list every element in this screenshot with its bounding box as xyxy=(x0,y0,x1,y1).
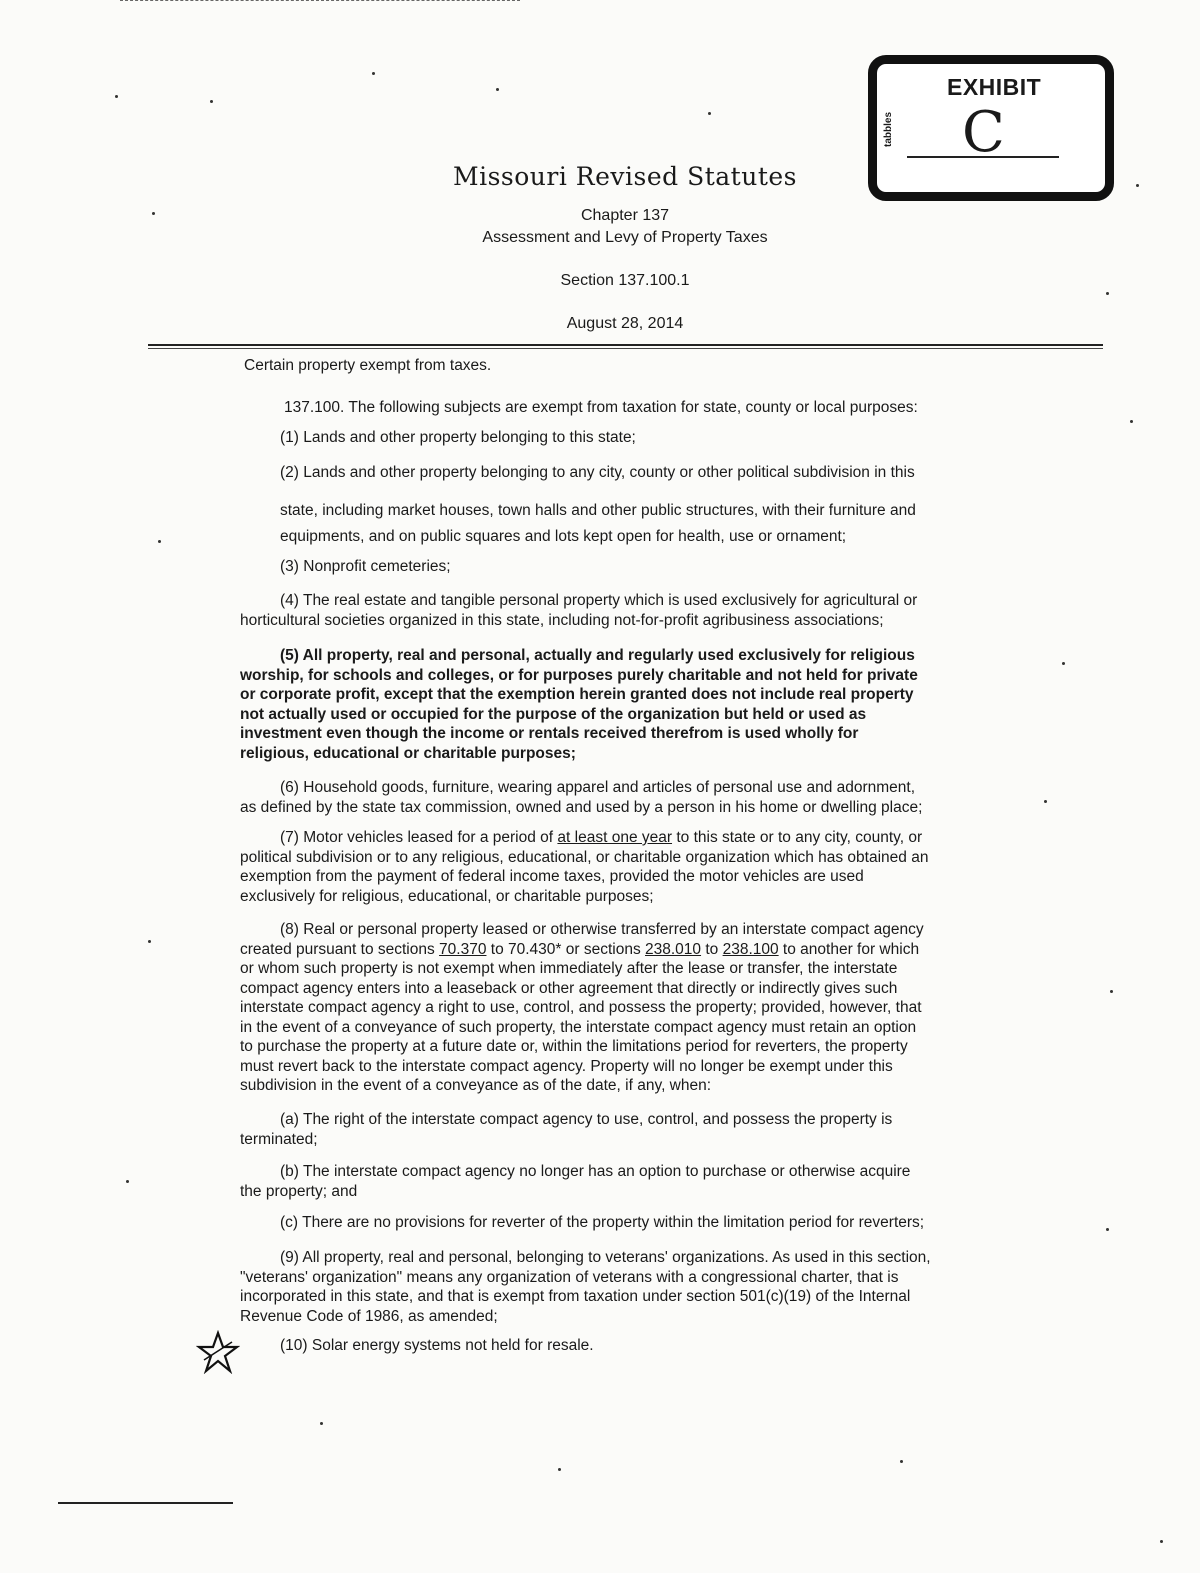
text-line: (2) Lands and other property belonging to any city, county or other political subdivision in this xyxy=(280,464,915,481)
scan-speck xyxy=(1160,1540,1163,1543)
text-line: exclusively for religious, educational, or charitable purposes; xyxy=(240,887,654,905)
text-line: (8) Real or personal property leased or otherwise transferred by an interstate compact agency xyxy=(280,921,924,938)
scan-speck xyxy=(115,95,118,98)
subdivision-6 xyxy=(240,778,985,817)
scan-speck xyxy=(496,88,499,91)
exhibit-title: EXHIBIT xyxy=(947,74,1042,100)
subdivision-7 xyxy=(240,828,985,906)
section-label: Section 137.100.1 xyxy=(560,272,690,289)
subdivision-3: (3) Nonprofit cemeteries; xyxy=(280,558,451,575)
chapter-subtitle: Assessment and Levy of Property Taxes xyxy=(482,229,768,246)
text-line: or whom such property is not exempt when immediately after the lease or transfer, the interstate xyxy=(240,960,898,977)
text-line: compact agency enters into a leaseback or other agreement that directly or indirectly gives such xyxy=(240,979,898,997)
text-line: investment even though the income or rentals received therefrom is used wholly for xyxy=(240,725,859,742)
scan-speck xyxy=(1136,184,1139,187)
text-line: (b) The interstate compact agency no longer has an option to purchase or otherwise acquire xyxy=(280,1163,911,1180)
exhibit-signature-line xyxy=(907,156,1059,158)
handdrawn-star-mark xyxy=(196,1330,240,1374)
subdivision-1: (1) Lands and other property belonging to this state; xyxy=(280,429,636,446)
effective-date: August 28, 2014 xyxy=(566,315,684,332)
text-line xyxy=(240,828,985,848)
scan-speck xyxy=(708,112,711,115)
text-line: must revert back to the interstate compact agency. Property will no longer be exempt under this xyxy=(240,1057,893,1075)
subdivision-8 xyxy=(240,920,985,1096)
scan-speck xyxy=(1106,1228,1109,1231)
subdivision-5 xyxy=(240,646,985,763)
scan-speck xyxy=(558,1468,561,1471)
text-segment: to this state or to any city, county, or xyxy=(672,829,923,846)
section-link[interactable]: 238.010 xyxy=(645,940,702,958)
text-line: horticultural societies organized in this state, including not-for-profit agribusiness associations; xyxy=(240,611,884,629)
text-line: subdivision in the event of a conveyance as of the date, if any, when: xyxy=(240,1077,712,1094)
text-line: as defined by the state tax commission, owned and used by a person in his home or dwelling place; xyxy=(240,798,923,816)
section-link[interactable]: 70.370 xyxy=(439,940,487,958)
scan-speck xyxy=(148,940,151,943)
scan-speck xyxy=(1130,420,1133,423)
scan-speck xyxy=(158,540,161,543)
scan-speck xyxy=(372,72,375,75)
text-line: (c) There are no provisions for reverter of the property within the limitation period for reverters; xyxy=(280,1214,925,1231)
text-segment: created pursuant to sections xyxy=(240,940,440,958)
header-rule xyxy=(148,344,1103,346)
text-line: interstate compact agency a right to use, control, and possess the property; provided, however, that xyxy=(240,999,922,1016)
section-link[interactable]: 238.100 xyxy=(722,940,779,958)
text-line: (5) All property, real and personal, actually and regularly used exclusively for religious xyxy=(280,647,915,664)
section-caption: Certain property exempt from taxes. xyxy=(244,357,492,374)
scan-speck xyxy=(1044,800,1047,803)
scan-speck xyxy=(1110,990,1113,993)
scan-artifact-line xyxy=(120,0,520,3)
text-line: or corporate profit, except that the exemption herein granted does not include real property xyxy=(240,686,914,703)
text-line: state, including market houses, town halls and other public structures, with their furniture and xyxy=(280,501,916,519)
text-line: terminated; xyxy=(240,1130,318,1148)
chapter-label: Chapter 137 xyxy=(580,207,670,224)
text-line: Revenue Code of 1986, as amended; xyxy=(240,1307,498,1325)
text-line: (4) The real estate and tangible personal property which is used exclusively for agricultural or xyxy=(280,592,918,609)
paragraph-a xyxy=(240,1110,985,1149)
exhibit-brand: tabbles xyxy=(883,111,895,148)
scan-speck xyxy=(1106,292,1109,295)
scan-speck xyxy=(152,212,155,215)
text-line xyxy=(240,940,985,960)
text-line: (a) The right of the interstate compact agency to use, control, and possess the property is xyxy=(280,1111,893,1128)
text-line: equipments, and on public squares and lots kept open for health, use or ornament; xyxy=(280,527,847,545)
paragraph-c xyxy=(240,1213,985,1233)
text-line: (9) All property, real and personal, belonging to veterans' organizations. As used in this section, xyxy=(280,1249,931,1266)
text-line: religious, educational or charitable purposes; xyxy=(240,744,576,762)
subdivision-10 xyxy=(240,1336,985,1356)
text-line: to purchase the property at a future date or, within the limitations period for reverters, the property xyxy=(240,1038,908,1055)
paragraph-b xyxy=(240,1162,985,1201)
text-line: not actually used or occupied for the purpose of the organization but held or used as xyxy=(240,705,867,723)
underlined-term: at least one year xyxy=(557,829,673,846)
text-line: "veterans' organization" means any organization of veterans with a congressional charter, that is xyxy=(240,1268,899,1286)
text-segment: (7) Motor vehicles leased for a period of xyxy=(280,829,558,846)
subdivision-2 xyxy=(280,463,916,546)
scan-speck xyxy=(126,1180,129,1183)
text-line: in the event of a conveyance of such property, the interstate compact agency must retain an option xyxy=(240,1018,917,1036)
text-line: political subdivision or to any religious, educational, or charitable organization which has obtained an xyxy=(240,848,929,866)
scan-speck xyxy=(900,1460,903,1463)
text-line: (10) Solar energy systems not held for resale. xyxy=(280,1337,594,1354)
subdivision-4 xyxy=(240,591,985,630)
scan-speck xyxy=(320,1422,323,1425)
text-line: the property; and xyxy=(240,1182,358,1200)
scan-speck xyxy=(1062,662,1065,665)
document-title: Missouri Revised Statutes xyxy=(452,162,797,191)
header-rule-thin xyxy=(148,348,1103,349)
text-line: (6) Household goods, furniture, wearing apparel and articles of personal use and adornment, xyxy=(280,779,916,796)
text-line: incorporated in this state, and that is exempt from taxation under section 501(c)(19) of the Internal xyxy=(240,1288,911,1305)
text-segment: to 70.430* or sections xyxy=(486,940,646,958)
subdivision-9 xyxy=(240,1248,985,1326)
text-segment: to another for which xyxy=(778,940,920,958)
exhibit-letter: C xyxy=(962,100,1005,165)
statute-intro: 137.100. The following subjects are exempt from taxation for state, county or local purposes: xyxy=(284,399,918,416)
text-segment: to xyxy=(701,940,723,958)
scan-speck xyxy=(210,100,213,103)
text-line: worship, for schools and colleges, or for purposes purely charitable and not held for private xyxy=(240,666,918,684)
text-line: exemption from the payment of federal income taxes, provided the motor vehicles are used xyxy=(240,868,864,885)
scan-artifact-line xyxy=(58,1502,233,1504)
